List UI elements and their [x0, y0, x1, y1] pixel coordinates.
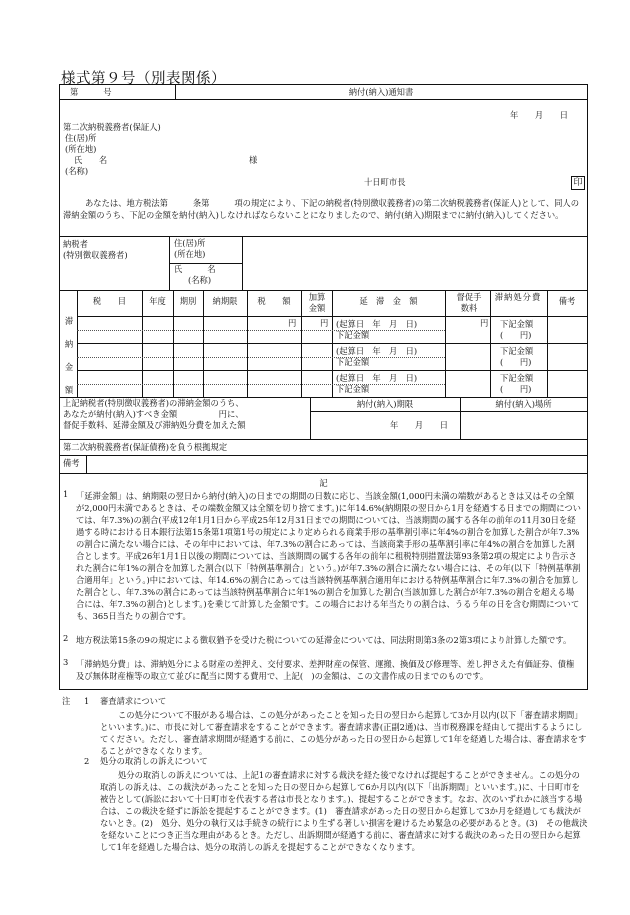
disposition-cost-row2 [500, 346, 533, 368]
taxpayer-label: 納税者 [63, 239, 88, 249]
col-additional-amount: 加算金額 [308, 292, 326, 313]
col-disposition-cost: 滞納処分費 [494, 292, 542, 302]
record-heading: 記 [319, 478, 328, 488]
disposition-cost-row3 [500, 373, 533, 395]
amount-paren: ( 円) [500, 384, 532, 394]
document-title: 納付(納入)通知書 [348, 87, 414, 97]
col-remarks: 備考 [558, 296, 576, 306]
side-char: 額 [64, 385, 74, 395]
arrears-side-label [62, 310, 76, 402]
payment-deadline-label: 納付(納入)期限 [356, 399, 414, 409]
notice-body-text: あなたは、地方税法第 条第 項の規定により、下記の納税者(特別徴収義務者)の第二次納税義務者(保証人)として、同人の滞納金額のうち、下記の金額を納付(納入)しなければならないことになりましたので、納付(納入)期限までに納付(納入)してください。 [63, 198, 580, 220]
taxpayer-location-label: (所在地) [174, 249, 206, 259]
notice-number-label: 第 号 [70, 87, 112, 97]
below-amount-label: 下記金額 [336, 357, 370, 367]
side-char: 金 [64, 362, 74, 372]
below-amount-label: 下記金額 [336, 384, 370, 394]
record-item-number: 1 [63, 489, 69, 499]
payment-place-label: 納付(納入)場所 [495, 399, 552, 409]
start-date-label: (起算日 年 月 日) [336, 346, 418, 356]
taxpayer-corp-name-label: (名称) [188, 275, 212, 285]
addressee-location-label: (所在地) [65, 144, 97, 154]
col-due-date: 納期限 [212, 296, 238, 306]
below-amount-label: 下記金額 [500, 346, 534, 356]
record-item-late-fee: 「延滞金額」は、納期限の翌日から納付(納入)の日までの期間の日数に応じ、当該金額(1,000円未満の端数があるときは又はその全額が2,000円未満であるときは、その端数金額又は全額を切り捨てます。)に年14.6%(納期限の翌日から1月を経過する日までの期間については、年7.3%)の割合(平成12年1月1日から平成25年12月31日までの期間については、当該期間の属する各年の前年の11月30日を経過する時における日本銀行法第15条第1項第1号の規定により定められる商業手形の基準割引率に年4%の割合を加算した割合が年7.3%の割合に満たない場合には、その年中においては、年7.3%の割合にあっては、当該商業手形の基準割引率に年4%の割合を加算した割合とします。平成26年1月1日以後の期間については、当該期間の属する各年の前年に租税特別措置法第93条第2項の規定により告示された割合に年1%の割合を加算した割合(以下「特例基準割合」という。)が年7.3%の割合に満たない場合には、その年(以下「特例基準割合適用年」という。)中においては、年14.6%の割合にあっては当該特例基準割合適用年における特例基準割合に年7.3%の割合を加算した割合とし、年7.3%の割合にあっては当該特例基準割合に年1%の割合を加算した割合(当該加算した割合が年7.3%の割合を超える場合には、年7.3%の割合)とします。)を乗じて計算した金額です。この場合における年当たりの割合は、うるう年の日を含む期間についても、365日当たりの割合です。 [76, 491, 581, 621]
notes-prefix: 注 [62, 696, 71, 706]
issuer-mayor: 十日町市長 [364, 177, 406, 187]
amount-paren: ( 円) [500, 330, 532, 340]
official-seal-mark: 印 [571, 176, 585, 190]
taxpayer-name-label: 氏 名 [174, 264, 216, 274]
payment-amount-text [63, 398, 246, 431]
col-tax-amount: 税 額 [257, 296, 291, 306]
secondary-taxpayer-heading: 第二次納税義務者(保証人) [63, 122, 161, 132]
record-item-deferral: 地方税法第15条の9の規定による徴収猶予を受けた税についての延滞金については、同法附則第3条の2第3項により計算した額です。 [76, 635, 572, 645]
start-date-label: (起算日 年 月 日) [336, 319, 418, 329]
remarks-label: 備考 [63, 458, 80, 468]
disposition-cost-row1 [500, 319, 533, 341]
col-tax-item: 税 目 [92, 296, 127, 306]
notice-date: 年 月 日 [510, 110, 569, 120]
note-review-title: 審査請求について [100, 696, 167, 706]
yen-unit: 円 [288, 318, 297, 328]
addressee-address-label: 住(居)所 [65, 133, 97, 143]
addressee-name-label: 氏 名 [74, 155, 108, 165]
special-collector-label: (特別徴収義務者) [63, 250, 128, 260]
note-lawsuit-title: 処分の取消しの訴えについて [100, 756, 208, 766]
note-number: 1 [84, 696, 90, 706]
honorific-sama: 様 [249, 155, 258, 165]
basis-provision-label: 第二次納税義務者(保証債務)を負う根拠規定 [63, 442, 228, 452]
col-late-fee: 延 滞 金 額 [359, 296, 418, 306]
note-lawsuit-body: 処分の取消しの訴えについては、上記1の審査請求に対する裁決を経た後でなければ提起することができません。この処分の取消しの訴えは、この裁決があったことを知った日の翌日から起算して6か月以内(以下「出訴期間」といいます。)に、十日町市を被告として(訴訟において十日町市を代表する者は市長となります。)、提起することができます。なお、次のいずれかに該当する場合は、この裁決を経ずに訴訟を提起することができます。(1) 審査請求があった日の翌日から起算して3か月を経過しても裁決がないとき。(2) 処分、処分の執行又は手続きの続行により生ずる著しい損害を避けるため緊急の必要があるとき。(3) その他裁決を経ないことにつき正当な理由があるとき。ただし、出訴期間が経過する前に、審査請求に対する裁決のあった日の翌日から起算して1年を経過した場合は、処分の取消しの訴えを提起することができなくなります。 [100, 770, 588, 852]
col-period: 期別 [179, 296, 197, 306]
form-number-title: 様式第９号（別表関係） [61, 71, 226, 87]
payment-text-line: 督促手数料、延滞金額及び滞納処分費を加えた額 [63, 420, 246, 430]
payment-text-line: あなたが納付(納入)すべき金額 円に、 [63, 409, 244, 419]
below-amount-label: 下記金額 [500, 373, 534, 383]
side-char: 滞 [64, 316, 74, 326]
note-review-body: この処分について不服がある場合は、この処分があったことを知った日の翌日から起算して3か月以内(以下「審査請求期間」といいます。)に、市長に対して審査請求をすることができます。審査請求書(正副2通)は、当市税務課を経由して提出するようにしてください。ただし、審査請求期間が経過する前に、この処分があった日の翌日から起算して1年を経過した場合は、審査請求をすることができなくなります。 [100, 710, 587, 756]
col-reminder-fee: 督促手数料 [456, 292, 482, 313]
below-amount-label: 下記金額 [500, 319, 534, 329]
amount-paren: ( 円) [500, 357, 532, 367]
addressee-corp-name-label: (名称) [65, 166, 89, 176]
yen-unit: 円 [320, 318, 329, 328]
tax-notice-form [59, 84, 588, 690]
below-amount-label: 下記金額 [336, 330, 370, 340]
note-number: 2 [84, 756, 90, 766]
start-date-label: (起算日 年 月 日) [336, 373, 418, 383]
taxpayer-address-label: 住(居)所 [174, 238, 206, 248]
yen-unit: 円 [480, 318, 489, 328]
payment-text-line: 上記納税者(特別徴収義務者)の滞納金額のうち、 [63, 398, 244, 408]
col-fiscal-year: 年度 [149, 296, 166, 306]
side-char: 納 [64, 339, 74, 349]
payment-deadline-value: 年 月 日 [390, 420, 449, 430]
record-item-disposition-cost: 「滞納処分費」は、滞納処分による財産の差押え、交付要求、差押財産の保管、運搬、換価及び修理等、差し押さえた有価証券、債権及び無体財産権等の取立て並びに配当に関する費用で、上記( )の金額は、この文書作成の日までのものです。 [76, 659, 575, 681]
record-item-number: 3 [63, 657, 69, 667]
record-item-number: 2 [63, 633, 69, 643]
